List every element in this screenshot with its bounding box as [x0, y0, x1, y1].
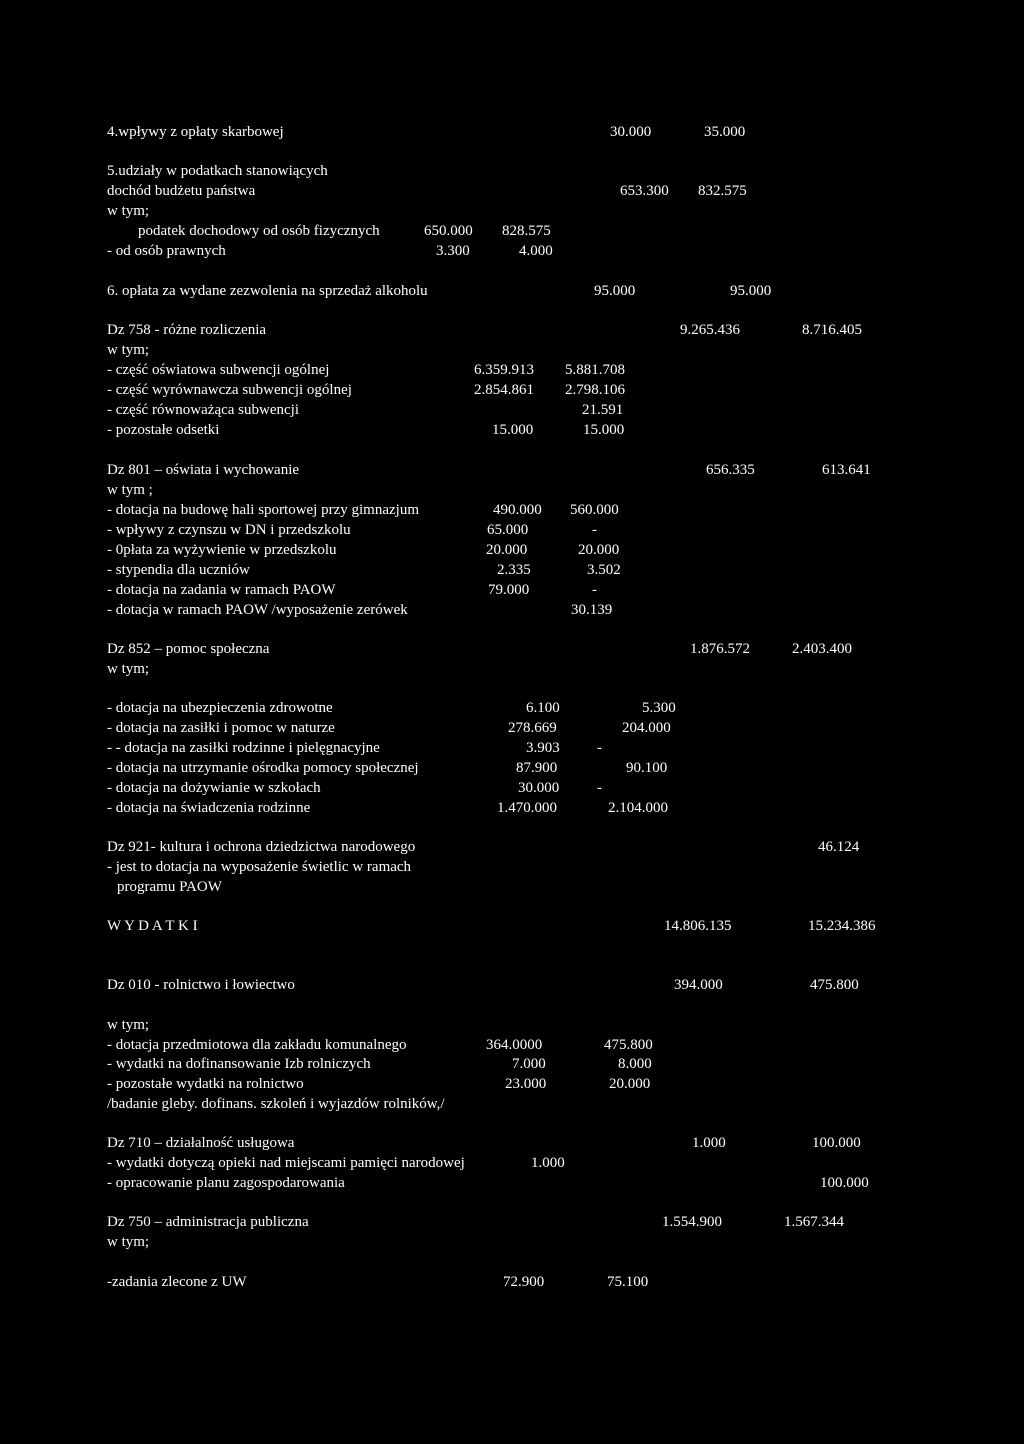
dz010-label: Dz 010 - rolnictwo i łowiectwo — [107, 977, 295, 993]
pamieci-label: - wydatki dotyczą opieki nad miejscami pamięci narodowej — [107, 1155, 465, 1171]
czynsz-label: - wpływy z czynszu w DN i przedszkolu — [107, 522, 351, 538]
paow-label: - dotacja na zadania w ramach PAOW — [107, 582, 336, 598]
dozyw-value-1: 30.000 — [518, 780, 560, 796]
ops-value-1: 87.900 — [516, 760, 558, 776]
udzialy-wtym: w tym; — [107, 203, 150, 219]
dz710-label: Dz 710 – działalność usługowa — [107, 1135, 295, 1151]
dz010-value-1: 394.000 — [674, 977, 723, 993]
dz921-line-2: - jest to dotacja na wyposażenie świetlic w ramach — [107, 859, 412, 875]
udzialy-value-2: 832.575 — [698, 183, 747, 199]
ods-value-1: 15.000 — [492, 422, 534, 438]
dz758-value-2: 8.716.405 — [802, 322, 862, 338]
zasilki-value-1: 278.669 — [508, 720, 557, 736]
izb-label: - wydatki na dofinansowanie Izb rolniczych — [107, 1056, 371, 1072]
swiadcz-value-2: 2.104.000 — [608, 800, 668, 816]
dz758-value-1: 9.265.436 — [680, 322, 740, 338]
dz750-value-1: 1.554.900 — [662, 1214, 722, 1230]
gleby-label: /badanie gleby. dofinans. szkoleń i wyjazdów rolników,/ — [107, 1096, 445, 1112]
skarbowa-value-2: 35.000 — [704, 124, 746, 140]
uw-value-2: 75.100 — [607, 1274, 649, 1290]
alkohol-value-1: 95.000 — [594, 283, 636, 299]
pdof-value-2: 828.575 — [502, 223, 551, 239]
izb-value-1: 7.000 — [512, 1056, 546, 1072]
dz750-wtym: w tym; — [107, 1234, 150, 1250]
ods-value-2: 15.000 — [583, 422, 625, 438]
pdop-value-2: 4.000 — [519, 243, 553, 259]
izb-value-2: 8.000 — [618, 1056, 652, 1072]
pamieci-value-1: 1.000 — [531, 1155, 565, 1171]
zasilki-value-2: 204.000 — [622, 720, 671, 736]
wyzyw-value-1: 20.000 — [486, 542, 528, 558]
wyr-value-2: 2.798.106 — [565, 382, 625, 398]
dz921-label: Dz 921- kultura i ochrona dziedzictwa narodowego — [107, 839, 416, 855]
paow-value-1: 79.000 — [488, 582, 530, 598]
udzialy-line-2: dochód budżetu państwa — [107, 183, 256, 199]
uw-value-1: 72.900 — [503, 1274, 545, 1290]
swiadcz-value-1: 1.470.000 — [497, 800, 557, 816]
rolnictwo-value-2: 20.000 — [609, 1076, 651, 1092]
styp-value-2: 3.502 — [587, 562, 621, 578]
dz921-line-3: programu PAOW — [117, 879, 222, 895]
wydatki-heading: W Y D A T K I — [107, 918, 198, 934]
ubezp-value-1: 6.100 — [526, 700, 560, 716]
dz852-wtym: w tym; — [107, 661, 150, 677]
zerowki-value-2: 30.139 — [571, 602, 613, 618]
styp-label: - stypendia dla uczniów — [107, 562, 250, 578]
czynsz-value-1: 65.000 — [487, 522, 529, 538]
ubezp-label: - dotacja na ubezpieczenia zdrowotne — [107, 700, 333, 716]
dozyw-label: - dotacja na dożywianie w szkołach — [107, 780, 321, 796]
komun-label: - dotacja przedmiotowa dla zakładu komunalnego — [107, 1037, 407, 1053]
wyr-value-1: 2.854.861 — [474, 382, 534, 398]
dz750-label: Dz 750 – administracja publiczna — [107, 1214, 309, 1230]
hala-value-1: 490.000 — [493, 502, 542, 518]
dz710-value-1: 1.000 — [692, 1135, 726, 1151]
dz801-label: Dz 801 – oświata i wychowanie — [107, 462, 300, 478]
skarbowa-label: 4.wpływy z opłaty skarbowej — [107, 124, 284, 140]
wydatki-value-1: 14.806.135 — [664, 918, 732, 934]
dz750-value-2: 1.567.344 — [784, 1214, 844, 1230]
pdop-label: - od osób prawnych — [107, 243, 226, 259]
row-value-2: 21.591 — [582, 402, 624, 418]
dz801-value-1: 656.335 — [706, 462, 755, 478]
komun-value-2: 475.800 — [604, 1037, 653, 1053]
czynsz-value-2: - — [592, 522, 597, 538]
rodzinne-value-1: 3.903 — [526, 740, 560, 756]
dz010-value-2: 475.800 — [810, 977, 859, 993]
dz921-value-2: 46.124 — [818, 839, 860, 855]
dz852-label: Dz 852 – pomoc społeczna — [107, 641, 270, 657]
ods-label: - pozostałe odsetki — [107, 422, 220, 438]
osw-value-2: 5.881.708 — [565, 362, 625, 378]
wyzyw-value-2: 20.000 — [578, 542, 620, 558]
osw-label: - część oświatowa subwencji ogólnej — [107, 362, 330, 378]
pdof-label: podatek dochodowy od osób fizycznych — [138, 223, 380, 239]
dz801-value-2: 613.641 — [822, 462, 871, 478]
dz758-label: Dz 758 - różne rozliczenia — [107, 322, 267, 338]
uw-label: -zadania zlecone z UW — [107, 1274, 247, 1290]
dz852-value-2: 2.403.400 — [792, 641, 852, 657]
rodzinne-label: - - dotacja na zasiłki rodzinne i pielęgnacyjne — [107, 740, 380, 756]
osw-value-1: 6.359.913 — [474, 362, 534, 378]
swiadcz-label: - dotacja na świadczenia rodzinne — [107, 800, 311, 816]
dz758-wtym: w tym; — [107, 342, 150, 358]
dz010-wtym: w tym; — [107, 1017, 150, 1033]
udzialy-line-1: 5.udziały w podatkach stanowiących — [107, 163, 328, 179]
wydatki-value-2: 15.234.386 — [808, 918, 876, 934]
hala-value-2: 560.000 — [570, 502, 619, 518]
alkohol-label: 6. opłata za wydane zezwolenia na sprzedaż alkoholu — [107, 283, 428, 299]
dz852-value-1: 1.876.572 — [690, 641, 750, 657]
styp-value-1: 2.335 — [497, 562, 531, 578]
rolnictwo-value-1: 23.000 — [505, 1076, 547, 1092]
ops-value-2: 90.100 — [626, 760, 668, 776]
alkohol-value-2: 95.000 — [730, 283, 772, 299]
ops-label: - dotacja na utrzymanie ośrodka pomocy społecznej — [107, 760, 419, 776]
rolnictwo-label: - pozostałe wydatki na rolnictwo — [107, 1076, 304, 1092]
plan-value-2: 100.000 — [820, 1175, 869, 1191]
hala-label: - dotacja na budowę hali sportowej przy gimnazjum — [107, 502, 419, 518]
plan-label: - opracowanie planu zagospodarowania — [107, 1175, 345, 1191]
dozyw-value-2: - — [597, 780, 602, 796]
pdof-value-1: 650.000 — [424, 223, 473, 239]
dz710-value-2: 100.000 — [812, 1135, 861, 1151]
rodzinne-value-2: - — [597, 740, 602, 756]
wyzyw-label: - 0płata za wyżywienie w przedszkolu — [107, 542, 337, 558]
dz801-wtym: w tym ; — [107, 482, 153, 498]
wyr-label: - część wyrównawcza subwencji ogólnej — [107, 382, 352, 398]
pdop-value-1: 3.300 — [436, 243, 470, 259]
udzialy-value-1: 653.300 — [620, 183, 669, 199]
paow-value-2: - — [592, 582, 597, 598]
zerowki-label: - dotacja w ramach PAOW /wyposażenie zerówek — [107, 602, 408, 618]
zasilki-label: - dotacja na zasiłki i pomoc w naturze — [107, 720, 335, 736]
row-label: - część równoważąca subwencji — [107, 402, 299, 418]
skarbowa-value-1: 30.000 — [610, 124, 652, 140]
komun-value-1: 364.0000 — [486, 1037, 543, 1053]
ubezp-value-2: 5.300 — [642, 700, 676, 716]
